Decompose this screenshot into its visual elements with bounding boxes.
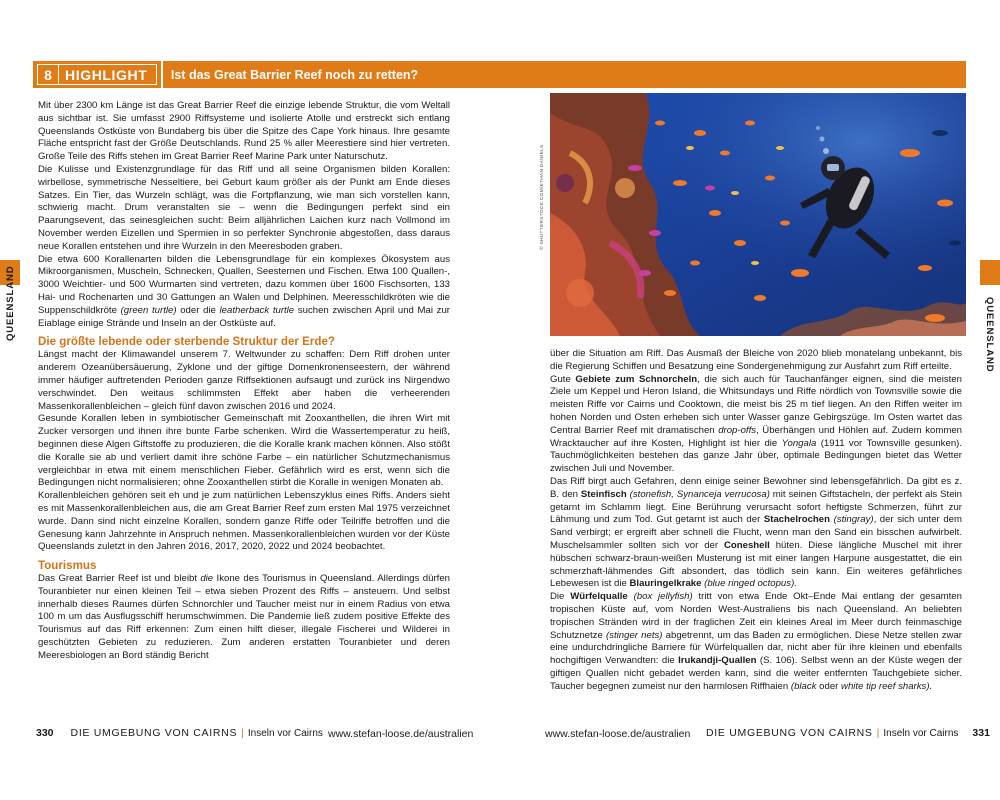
section-heading: Die größte lebende oder sterbende Struktur der Erde? [38, 335, 335, 349]
footer-separator: | [241, 727, 244, 739]
paragraph: Längst macht der Klimawandel unserem 7. Weltwunder zu schaffen: Dem Riff drohen unter anderem Ozeanübersäuerung, Zyklone und der giftige Dornenkronenseestern, der während immer häufiger auftretenden Perioden ganze Riffsektionen aufsaugt und zurück ins Nirgendwo verschwindet. Den weitaus schlimmsten Effekt aber haben die verheerenden Massenkorallenbleichen – gleich fünf davon zwischen 2016 und 2024. [38, 349, 450, 412]
paragraph: Das Great Barrier Reef ist und bleibt die Ikone des Tourismus in Queensland. Allerdings dürfen Touranbieter nur einen kleinen Teil – etwa sieben Prozent des Riffs – ansteuern. Und selbst innerhalb dieses Raumes dürfen Schnorchler und Taucher meist nur in einem Radius von etwa 100 m um das Ausflugsschiff herumschwimmen. Die Pandemie ließ zudem positive Effekte des Tourismus auf das Riff erkennen: Zum einen hilft dieser, illegale Fischerei und Wilderei in geschützten Gebieten zu reduzieren. Zum anderen erstatten Touranbieter und deren Meeresbiologen an Bord ständig Bericht [38, 573, 450, 661]
paragraph: Die Würfelqualle (box jellyfish) tritt von etwa Ende Okt–Ende Mai entlang der gesamten tropischen Küste auf, vom Norden West-Australiens bis nach Queensland. An beliebten tropischen Stränden wird in der fraglichen Zeit ein kleines Areal im Meer durch feinmaschige Schutznetze (stinger nets) abgetrennt, um das Baden zu ermöglichen. Diese Netze stellen zwar eine undurchdringliche Barriere für Würfelquallen dar, nicht aber für ihre kleinen und ebenfalls hochgiftigen Verwandten: die Irukandji-Quallen (S. 106). Selbst wenn an der Küste wegen der giftigen Quallen nicht gebadet werden kann, sind die weiter entfernten Tauchgebiete sicher. Taucher begegnen zumeist nur den harmlosen Riffhaien (black oder white tip reef sharks). [550, 591, 962, 692]
paragraph: Die Kulisse und Existenzgrundlage für das Riff und all seine Organismen bilden Korallen: wirbellose, symmetrische Nesseltiere, bei Geburt kaum größer als der Punkt am Ende dieses Satzes. Ein Tier, das Wurzeln schlägt, was die Fortpflanzung, wie man sich vorstellen kann, schwierig macht. Drum veranstalten sie – wenn die Bedingungen perfekt sind ein Paarungsevent, das seinesgleichen sucht: Beim alljährlichen Laichen kurz nach Vollmond im November werden Eizellen und Spermien in so perfekter Synchronie abgestoßen, dass daraus neue Korallen entstehen und ihre Wurzeln in den Meeresboden graben. [38, 163, 450, 252]
highlight-header-bar [33, 61, 966, 88]
footer-url-left[interactable]: www.stefan-loose.de/australien [328, 728, 474, 740]
paragraph: Die etwa 600 Korallenarten bilden die Lebensgrundlage für ein komplexes Ökosystem aus Mikroorganismen, Muscheln, Schnecken, Quallen, Seesternen und Fischen. Etwa 100 Quallen-, 3000 Weichtier- und 500 Wurmarten sind vertreten, dazu kommen über 1600 Fischsorten, 133 Hai- und Rochenarten und 30 Gattungen an Walen und Delphinen. Meeresschildkröten wie die Suppenschildkröte (green turtle) oder die leatherback turtle suchen zwischen April und Mai zur Eiablage einige Strände und Inseln an der Ostküste auf. [38, 253, 451, 329]
region-label-left: QUEENSLAND [5, 265, 16, 341]
right-thumb-tab [980, 260, 1000, 285]
highlight-badge [37, 64, 157, 85]
left-page-footer [36, 727, 323, 739]
page-number-right: 331 [972, 727, 990, 739]
region-label-right: QUEENSLAND [984, 297, 995, 373]
highlight-title: Ist das Great Barrier Reef noch zu retten? [170, 67, 419, 82]
paragraph: Gesunde Korallen leben in symbiotischer Gemeinschaft mit Zooxanthellen, die ihren Wirt mit Zucker versorgen und ihnen ihre bunte Farbe schenken. Wird die Wassertemperatur zu heiß, beginnen diese Algen Giftstoffe zu produzieren, die die Koralle krank machen können. Also stößt die Koralle sie ab und verliert damit ihre schöne Farbe – ein natürlicher Schutzmechanismus vergleichbar in etwa mit einem menschlichen Fieber. Gefährlich wird es erst, wenn sich die Bedingungen nicht normalisieren; ohne Zooxanthellen stirbt die Koralle in wenigen Monaten ab. [38, 413, 450, 489]
paragraph: über die Situation am Riff. Das Ausmaß der Bleiche von 2020 blieb monatelang unbekannt, bis die Regierung Schiffen und Besatzung eine Sondergenehmigung zur Ausfahrt zum Riff erteilte. [550, 348, 962, 372]
page-number-left: 330 [36, 727, 54, 739]
paragraph: Gute Gebiete zum Schnorcheln, die sich auch für Tauchanfänger eignen, sind die meisten Ziele um Keppel und Heron Island, die Whitsundays und Riffe nördlich von Townsville sowie die meisten Riffe vor Cairns und Cooktown, die meist bis 25 m tief liegen. An den Riffen weiter im hohen Norden und Osten erheben sich unter Wasser ganze Gebirgszüge. Im Osten wartet das Central Barrier Reef mit dramatischen drop-offs, Überhängen und Höhlen auf. Zudem kommen Wracktaucher auf ihre Kosten, Highlight ist hier die Yongala (1911 vor Townsville gesunken). Tauchmöglichkeiten bestehen das ganze Jahr über, optimale Bedingungen bietet das Wetter zwischen Juli und November. [550, 373, 963, 475]
highlight-label: HIGHLIGHT [65, 66, 148, 83]
section-heading: Tourismus [38, 559, 97, 573]
right-text-column [550, 348, 962, 694]
photo-credit: © SHUTTERSTOCK.COM/ETHAN DANIELS [540, 144, 545, 250]
paragraph: Korallenbleichen gehören seit eh und je zum natürlichen Lebenszyklus eines Riffs. Anders sieht es mit Massenkorallenbleichen aus, die am Great Barrier Reef zum ersten Mal 1975 verzeichnet wurde. Dann sind nicht einzelne Korallen, sondern ganze Riffe oder Teilriffe betroffen und die Genesung kann Jahrzehnte in Anspruch nehmen. Massenkorallenbleichen wurden vor der Küste Queenslands zuletzt in den Jahren 2016, 2017, 2020, 2022 und 2024 beobachtet. [38, 490, 450, 553]
footer-section: DIE UMGEBUNG VON CAIRNS [70, 727, 238, 739]
left-text-column [38, 100, 450, 663]
header-divider [161, 61, 163, 88]
footer-section: DIE UMGEBUNG VON CAIRNS [706, 727, 873, 739]
right-page-footer [706, 727, 990, 739]
footer-subsection: Inseln vor Cairns [883, 727, 959, 739]
paragraph: Mit über 2300 km Länge ist das Great Barrier Reef die einzige lebende Struktur, die vom Weltall aus sichtbar ist. Sie umfasst 2900 Riffsysteme und isolierte Atolle und erstreckt sich entlang Queenslands Ostküste von Bundaberg bis über die Spitze des Cape York hinaus. Ihre gesamte Fläche entspricht fast der Größe Deutschlands. Rund 25 % aller Meerestiere sind hier vertreten. Große Teile des Riffs stehen im Great Barrier Reef Marine Park unter Naturschutz. [38, 100, 450, 163]
footer-url-right[interactable]: www.stefan-loose.de/australien [545, 728, 691, 740]
reef-diver-photo [550, 93, 966, 336]
footer-separator: | [876, 727, 880, 739]
footer-subsection: Inseln vor Cairns [247, 727, 323, 739]
highlight-number: 8 [38, 65, 59, 84]
paragraph: Das Riff birgt auch Gefahren, denn einige seiner Bewohner sind lebensgefährlich. Da gibt es z. B. den Steinfisch (stonefish, Synanceja verrucosa) mit seinen Giftstacheln, der perfekt als Stein getarnt im Schlamm liegt. Eine Berührung verursacht sofort heftigste Schmerzen, führt zur Lähmung und zum Tod. Gut getarnt ist auch der Stachelrochen (stingray), der sich unter dem Sand verbirgt; er ergreift aber schnell die Flucht, wenn man den Sand ein bisschen aufwirbelt. Muschelsammler sollten sich vor der Coneshell hüten. Diese längliche Muschel mit ihrer hübschen schwarz-braun-weißen Musterung ist mit einer langen Harpune ausgestattet, die ein schmerzhaft-lähmendes Gift absondert, das tödlich sein kann. Ein weiteres gefährliches Lebewesen ist die Blauringelkrake (blue ringed octopus). [550, 475, 962, 590]
